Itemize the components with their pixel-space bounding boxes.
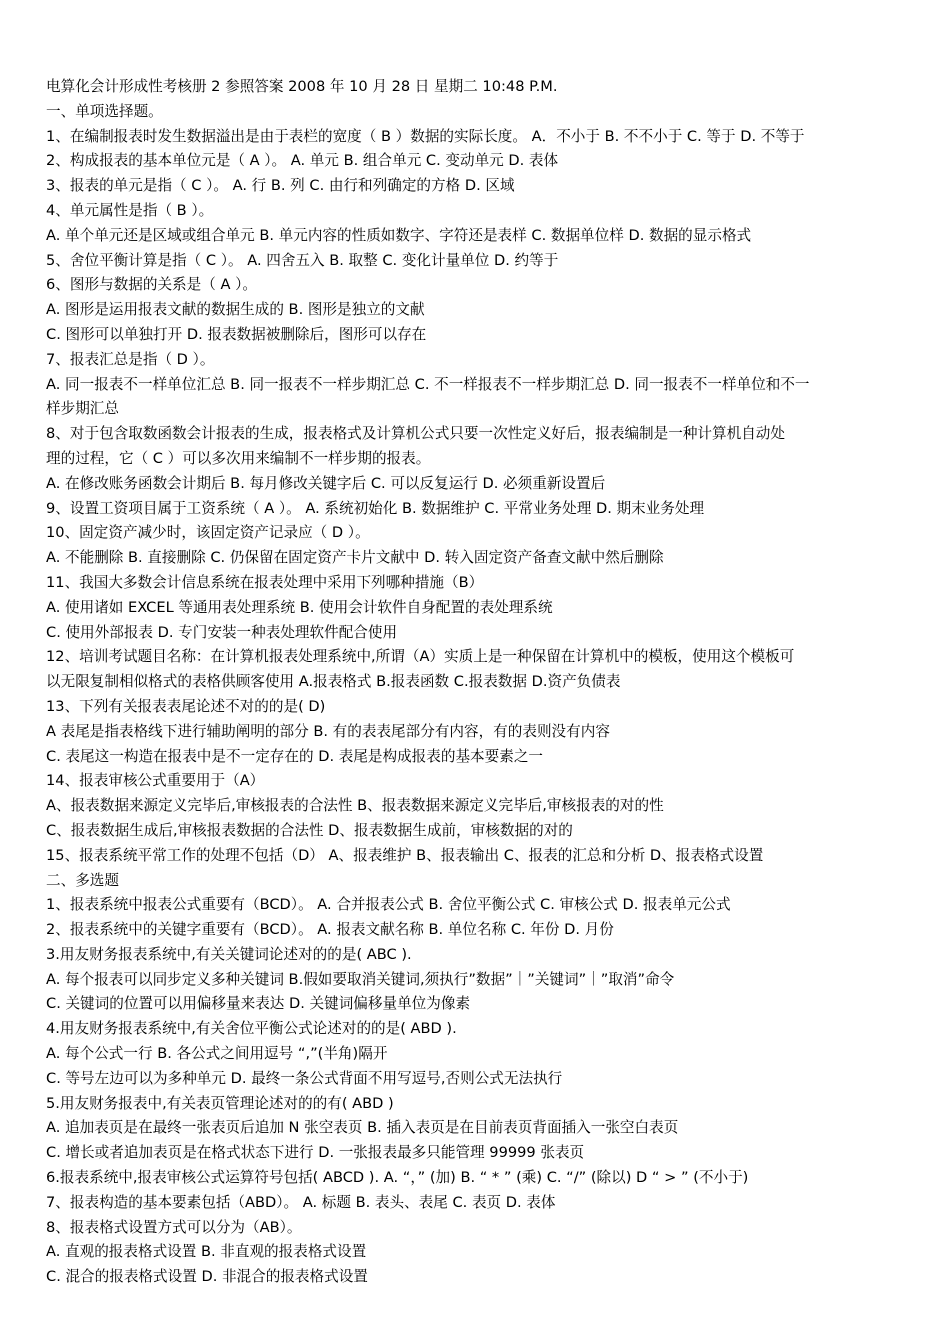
text-line: A. 使用诸如 EXCEL 等通用表处理系统 B. 使用会计软件自身配置的表处理系统: [46, 598, 553, 616]
text-line: 1、报表系统中报表公式重要有（BCD）。 A. 合并报表公式 B. 舍位平衡公式 C. 审核公式 D. 报表单元公式: [46, 896, 731, 914]
document-page: [46, 75, 908, 1290]
text-line: 5、舍位平衡计算是指（ C ）。 A. 四舍五入 B. 取整 C. 变化计量单位 D. 约等于: [46, 251, 559, 269]
text-line: 1、在编制报表时发生数据溢出是由于表栏的宽度（ B ）数据的实际长度。 A．不小于 B. 不不小于 C. 等于 D. 不等于: [46, 127, 805, 145]
text-line: A. 每个报表可以同步定义多种关键词 B.假如要取消关键词,须执行”数据”｜”关键词”｜”取消”命令: [46, 970, 675, 988]
text-line: C. 增长或者追加表页是在格式状态下进行 D. 一张报表最多只能管理 99999 张表页: [46, 1144, 585, 1162]
text-line: 3.用友财务报表系统中,有关关键词论述对的的是( ABC ).: [46, 945, 412, 963]
text-line: 14、报表审核公式重要用于（A）: [46, 772, 265, 790]
text-line: C. 表尾这一构造在报表中是不一定存在的 D. 表尾是构成报表的基本要素之一: [46, 747, 544, 765]
text-line: A 表尾是指表格线下进行辅助阐明的部分 B. 有的表表尾部分有内容，有的表则没有内容: [46, 722, 610, 740]
text-line: 6.报表系统中,报表审核公式运算符号包括( ABCD ). A. “，” (加) B. “ * ” (乘) C. “/” (除以) D “ > ” (不小于): [46, 1169, 749, 1187]
text-line: C. 混合的报表格式设置 D. 非混合的报表格式设置: [46, 1268, 368, 1286]
text-line: A. 每个公式一行 B. 各公式之间用逗号 “,”(半角)隔开: [46, 1045, 388, 1063]
text-line: A. 在修改账务函数会计期后 B. 每月修改关键字后 C. 可以反复运行 D. 必须重新设置后: [46, 474, 606, 492]
text-line: A. 单个单元还是区域或组合单元 B. 单元内容的性质如数字、字符还是表样 C. 数据单位样 D. 数据的显示格式: [46, 226, 752, 244]
text-line: A. 不能删除 B. 直接删除 C. 仍保留在固定资产卡片文献中 D. 转入固定资产备查文献中然后删除: [46, 549, 664, 567]
text-line: A. 图形是运用报表文献的数据生成的 B. 图形是独立的文献: [46, 301, 425, 319]
text-line: 6、图形与数据的关系是（ A ）。: [46, 276, 257, 294]
text-line: A. 追加表页是在最终一张表页后追加 N 张空表页 B. 插入表页是在目前表页背面插入一张空白表页: [46, 1119, 679, 1137]
section-heading-multiple-choice: 二、多选题: [46, 871, 119, 889]
text-line: 10、固定资产减少时，该固定资产记录应（ D ）。: [46, 524, 370, 542]
text-line: A、报表数据来源定义完毕后,审核报表的合法性 B、报表数据来源定义完毕后,审核报表的对的性: [46, 797, 664, 815]
text-line: 8、对于包含取数函数会计报表的生成，报表格式及计算机公式只要一次性定义好后，报表编制是一种计算机自动处: [46, 425, 785, 443]
text-line: 2、构成报表的基本单位元是（ A ）。 A. 单元 B. 组合单元 C. 变动单元 D. 表体: [46, 152, 559, 170]
text-line: 9、设置工资项目属于工资系统（ A ）。 A. 系统初始化 B. 数据维护 C. 平常业务处理 D. 期末业务处理: [46, 499, 705, 517]
text-line: 5.用友财务报表中,有关表页管理论述对的的有( ABD ): [46, 1094, 394, 1112]
text-line: C. 关键词的位置可以用偏移量来表达 D. 关键词偏移量单位为像素: [46, 995, 471, 1013]
text-line: A. 同一报表不一样单位汇总 B. 同一报表不一样步期汇总 C. 不一样报表不一样步期汇总 D. 同一报表不一样单位和不一: [46, 375, 810, 393]
text-line: 样步期汇总: [46, 400, 119, 418]
text-line: 8、报表格式设置方式可以分为（AB）。: [46, 1218, 302, 1236]
section-heading-single-choice: 一、单项选择题。: [46, 102, 163, 120]
text-line: C、报表数据生成后,审核报表数据的合法性 D、报表数据生成前，审核数据的对的: [46, 821, 573, 839]
text-line: 12、培训考试题目名称：在计算机报表处理系统中,所谓（A）实质上是一种保留在计算机中的模板，使用这个模板可: [46, 648, 795, 666]
text-line: A. 直观的报表格式设置 B. 非直观的报表格式设置: [46, 1243, 367, 1261]
text-line: 11、我国大多数会计信息系统在报表处理中采用下列哪种措施（B）: [46, 573, 484, 591]
text-line: 7、报表汇总是指（ D ）。: [46, 350, 215, 368]
text-line: 4、单元属性是指（ B ）。: [46, 201, 214, 219]
text-line: C. 使用外部报表 D. 专门安装一种表处理软件配合使用: [46, 623, 398, 641]
text-line: 15、报表系统平常工作的处理不包括（D） A、报表维护 B、报表输出 C、报表的汇总和分析 D、报表格式设置: [46, 846, 764, 864]
text-line: 理的过程，它（ C ）可以多次用来编制不一样步期的报表。: [46, 449, 431, 467]
text-line: C. 图形可以单独打开 D. 报表数据被删除后，图形可以存在: [46, 325, 427, 343]
document-title: 电算化会计形成性考核册 2 参照答案 2008 年 10 月 28 日 星期二 10:48 P.M.: [46, 78, 558, 95]
text-line: 3、报表的单元是指（ C ）。 A. 行 B. 列 C. 由行和列确定的方格 D. 区域: [46, 177, 515, 195]
text-line: 7、报表构造的基本要素包括（ABD）。 A. 标题 B. 表头、表尾 C. 表页 D. 表体: [46, 1193, 556, 1211]
text-line: 2、报表系统中的关键字重要有（BCD）。 A. 报表文献名称 B. 单位名称 C. 年份 D. 月份: [46, 921, 614, 939]
text-line: 4.用友财务报表系统中,有关舍位平衡公式论述对的的是( ABD ).: [46, 1020, 457, 1038]
text-line: 13、下列有关报表表尾论述不对的的是( D): [46, 697, 326, 715]
text-line: 以无限复制相似格式的表格供顾客使用 A.报表格式 B.报表函数 C.报表数据 D.资产负债表: [46, 673, 621, 691]
text-line: C. 等号左边可以为多种单元 D. 最终一条公式背面不用写逗号,否则公式无法执行: [46, 1069, 563, 1087]
